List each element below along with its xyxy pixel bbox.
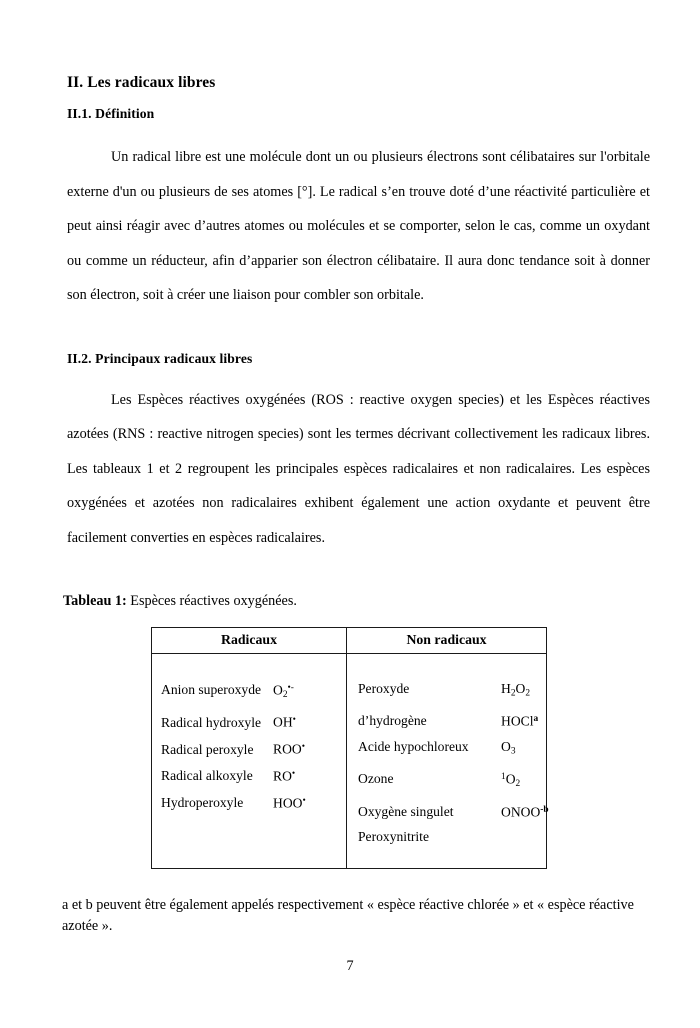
species-formula: $O_3$ (501, 738, 516, 757)
table-cell-non-radicaux (347, 654, 547, 869)
species-formula: OH• (273, 714, 296, 730)
paragraph-definition: Un radical libre est une molécule dont un ou plusieurs électrons sont célibataires sur l'orbitale externe d'un ou plusieurs de ses atomes [°]. Le radical s’en trouve doté d’une réactivité particulière et peut ainsi réagir avec d’autres atomes ou molécules et se comporter, selon le cas, comme un oxydant ou comme un réducteur, afin d’apparier son électron célibataire. Il aura donc tendance soit à donner son électron, soit à créer une liaison pour combler son orbitale. (67, 149, 650, 303)
species-row (152, 789, 346, 816)
species-name: Oxygène singulet (358, 803, 454, 819)
table-row (152, 654, 547, 869)
species-row (152, 762, 346, 789)
subsection-heading-ii-2: II.2. Principaux radicaux libres (67, 350, 253, 366)
species-name: Peroxynitrite (358, 829, 429, 845)
table-footnote: a et b peuvent être également appelés respectivement « espèce réactive chlorée » et « espèce réactive azotée ». (62, 896, 634, 934)
species-row (347, 676, 546, 707)
table-cell-radicaux (152, 654, 347, 869)
species-formula: RO• (273, 768, 296, 784)
table-caption-label: Tableau 1: (63, 593, 127, 609)
table-caption (63, 591, 650, 611)
table-caption-text: Espèces réactives oxygénées. (130, 593, 297, 609)
table-body (152, 654, 547, 869)
species-row (347, 765, 546, 797)
species-name: Radical hydroxyle (161, 714, 262, 730)
table-container (151, 627, 650, 869)
species-name: Ozone (358, 771, 394, 787)
species-row (152, 735, 346, 762)
species-row (152, 708, 346, 735)
species-name: d’hydrogène (358, 713, 427, 729)
radicaux-species-list (152, 654, 346, 834)
species-formula: HOO• (273, 795, 306, 811)
species-formula: $O_2^{•-}$ (273, 682, 294, 700)
table-header-row (152, 628, 547, 654)
species-name: Hydroperoxyle (161, 795, 244, 811)
table-header-non-radicaux: Non radicaux (347, 628, 547, 654)
species-formula: $^1O_2$ (501, 771, 521, 789)
reactive-species-table (151, 627, 547, 869)
species-name: Anion superoxyde (161, 682, 262, 698)
species-row (347, 707, 546, 734)
species-row (347, 798, 549, 825)
table-header-radicaux: Radicaux (152, 628, 347, 654)
page-content (62, 74, 650, 937)
paragraph-principaux-radicaux: Les Espèces réactives oxygénées (ROS : reactive oxygen species) et les Espèces réactives azotées (RNS : reactive nitrogen species) sont les termes décrivant collectivement les radicaux libres. Les tableaux 1 et 2 regroupent les principales espèces radicalaires et non radicalaires. Les espèces oxygénées et azotées non radicalaires exhibent également une action oxydante et peuvent être facilement converties en espèces radicalaires. (67, 391, 650, 546)
species-name: Radical alkoxyle (161, 768, 253, 784)
species-row (347, 734, 546, 765)
species-row (152, 676, 346, 708)
non-radicaux-species-list (347, 654, 549, 868)
section-heading-ii: II. Les radicaux libres (67, 74, 216, 91)
species-row (347, 824, 546, 850)
species-formula: $ONOO^{-b}$ (501, 803, 549, 819)
subsection-heading-ii-1: II.1. Définition (67, 106, 155, 121)
species-formula: ROO• (273, 741, 305, 757)
page-number: 7 (346, 958, 354, 974)
table-head (152, 628, 547, 654)
species-name: Peroxyde (358, 681, 410, 696)
species-formula: HOCl$^a$ (501, 713, 539, 729)
species-name: Radical peroxyle (161, 741, 254, 757)
species-formula: $H_2O_2$ (501, 681, 531, 699)
species-name: Acide hypochloreux (358, 738, 469, 754)
